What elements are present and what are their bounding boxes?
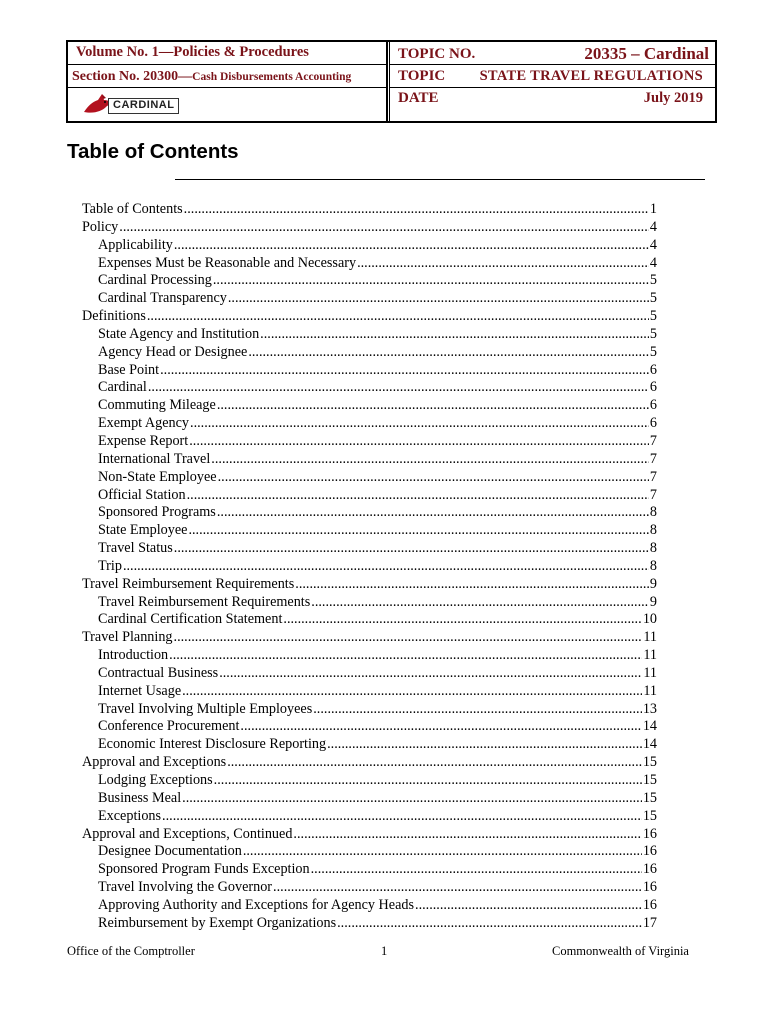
header-row-rule xyxy=(390,64,715,65)
toc-entry-title: Travel Reimbursement Requirements xyxy=(82,575,295,592)
toc-entry-title: Expense Report xyxy=(98,432,189,449)
toc-entry-page: 16 xyxy=(642,843,657,860)
toc-entry-page: 16 xyxy=(642,879,657,896)
toc-leader-dots xyxy=(313,701,642,719)
toc-entry-title: Base Point xyxy=(98,361,160,378)
toc-entry-title: Cardinal Certification Statement xyxy=(98,611,283,628)
toc-entry-page: 5 xyxy=(649,325,657,342)
toc-leader-dots xyxy=(187,487,649,505)
toc-leader-dots xyxy=(174,540,649,558)
toc-entry[interactable] xyxy=(82,576,657,594)
toc-entry[interactable] xyxy=(82,344,657,362)
toc-entry-page: 6 xyxy=(649,397,657,414)
toc-leader-dots xyxy=(217,397,649,415)
toc-entry-page: 14 xyxy=(642,736,657,753)
toc-entry-title: Approval and Exceptions, Continued xyxy=(82,825,293,842)
toc-entry-title: Agency Head or Designee xyxy=(98,343,248,360)
toc-leader-dots xyxy=(228,290,649,308)
toc-entry[interactable] xyxy=(82,379,657,397)
toc-entry-page: 9 xyxy=(649,575,657,592)
toc-entry[interactable] xyxy=(82,790,657,808)
toc-entry[interactable] xyxy=(82,611,657,629)
date-value: July 2019 xyxy=(643,90,703,106)
topic-number-label: TOPIC NO. xyxy=(398,46,476,62)
toc-entry-title: Travel Involving the Governor xyxy=(98,879,273,896)
toc-entry[interactable] xyxy=(82,861,657,879)
toc-entry-title: Policy xyxy=(82,218,119,235)
toc-entry-page: 8 xyxy=(649,540,657,557)
toc-entry[interactable] xyxy=(82,843,657,861)
toc-entry-page: 8 xyxy=(649,504,657,521)
toc-entry[interactable] xyxy=(82,504,657,522)
toc-entry-title: Reimbursement by Exempt Organizations xyxy=(98,914,337,931)
toc-entry-page: 4 xyxy=(649,236,657,253)
toc-entry-page: 11 xyxy=(643,664,657,681)
toc-leader-dots xyxy=(188,522,648,540)
toc-leader-dots xyxy=(189,433,649,451)
toc-entry-title: Expenses Must be Reasonable and Necessary xyxy=(98,254,357,271)
toc-leader-dots xyxy=(123,558,649,576)
toc-entry[interactable] xyxy=(82,915,657,933)
cardinal-logo xyxy=(82,94,178,116)
toc-entry-page: 8 xyxy=(649,557,657,574)
toc-entry-title: Introduction xyxy=(98,647,169,664)
section-subtitle: Cash Disbursements Accounting xyxy=(192,71,352,83)
toc-leader-dots xyxy=(148,379,649,397)
toc-entry-page: 15 xyxy=(642,789,657,806)
toc-entry-page: 15 xyxy=(642,772,657,788)
toc-entry-title: Cardinal Processing xyxy=(98,272,212,289)
toc-entry-page: 7 xyxy=(649,432,657,449)
toc-entry[interactable] xyxy=(82,594,657,612)
toc-entry[interactable] xyxy=(82,701,657,719)
toc-entry[interactable] xyxy=(82,736,657,754)
toc-entry-page: 5 xyxy=(649,290,657,307)
toc-entry-page: 11 xyxy=(643,647,657,664)
toc-leader-dots xyxy=(260,326,649,344)
toc-entry[interactable] xyxy=(82,469,657,487)
toc-entry-title: Designee Documentation xyxy=(98,843,242,860)
footer-commonwealth: Commonwealth of Virginia xyxy=(552,944,689,958)
date-label: DATE xyxy=(398,90,439,106)
header-row-rule xyxy=(68,64,386,65)
toc-entry-page: 7 xyxy=(649,468,657,485)
toc-leader-dots xyxy=(243,843,642,861)
toc-entry-title: Approving Authority and Exceptions for Agency Heads xyxy=(98,896,415,913)
toc-leader-dots xyxy=(160,362,649,380)
toc-entry-page: 6 xyxy=(649,379,657,396)
toc-entry-page: 7 xyxy=(649,486,657,503)
toc-entry-title: Table of Contents xyxy=(82,201,183,217)
toc-leader-dots xyxy=(182,683,642,701)
toc-entry[interactable] xyxy=(82,237,657,255)
table-of-contents xyxy=(82,201,657,933)
toc-leader-dots xyxy=(169,647,642,665)
toc-entry-page: 11 xyxy=(643,682,657,699)
header-divider-inner xyxy=(389,42,390,121)
toc-entry-title: Exceptions xyxy=(98,807,162,824)
toc-entry-page: 4 xyxy=(649,254,657,271)
toc-entry[interactable] xyxy=(82,397,657,415)
toc-leader-dots xyxy=(357,255,649,273)
toc-entry-title: Cardinal xyxy=(98,379,147,396)
toc-entry[interactable] xyxy=(82,772,657,790)
toc-leader-dots xyxy=(162,808,642,826)
toc-entry-title: Trip xyxy=(98,557,122,574)
toc-leader-dots xyxy=(147,308,649,326)
toc-entry[interactable] xyxy=(82,897,657,915)
toc-leader-dots xyxy=(190,415,649,433)
toc-entry-title: Non-State Employee xyxy=(98,468,217,485)
toc-leader-dots xyxy=(219,665,642,683)
toc-leader-dots xyxy=(248,344,649,362)
toc-entry[interactable] xyxy=(82,415,657,433)
toc-entry[interactable] xyxy=(82,558,657,576)
toc-entry-title: State Agency and Institution xyxy=(98,325,260,342)
toc-entry[interactable] xyxy=(82,754,657,772)
toc-entry[interactable] xyxy=(82,683,657,701)
toc-entry-page: 13 xyxy=(642,700,657,717)
toc-leader-dots xyxy=(213,272,649,290)
toc-leader-dots xyxy=(184,201,649,219)
volume-title: Volume No. 1—Policies & Procedures xyxy=(76,44,309,60)
toc-entry[interactable] xyxy=(82,362,657,380)
toc-entry-title: Travel Planning xyxy=(82,629,173,646)
toc-entry-page: 6 xyxy=(649,361,657,378)
toc-entry-title: Approval and Exceptions xyxy=(82,754,227,771)
toc-entry-page: 16 xyxy=(642,861,657,878)
toc-entry-page: 1 xyxy=(649,201,657,217)
toc-entry[interactable] xyxy=(82,451,657,469)
toc-entry-page: 7 xyxy=(649,450,657,467)
toc-entry[interactable] xyxy=(82,522,657,540)
toc-leader-dots xyxy=(217,504,649,522)
toc-entry[interactable] xyxy=(82,718,657,736)
toc-entry-title: Sponsored Programs xyxy=(98,504,216,521)
document-header-table xyxy=(66,40,717,123)
toc-leader-dots xyxy=(311,594,649,612)
toc-entry-page: 4 xyxy=(649,218,657,235)
topic-value: STATE TRAVEL REGULATIONS xyxy=(479,68,703,84)
header-row-rule xyxy=(390,87,715,88)
toc-entry[interactable] xyxy=(82,629,657,647)
toc-entry-page: 8 xyxy=(649,522,657,539)
toc-leader-dots xyxy=(415,897,642,915)
toc-entry-title: Definitions xyxy=(82,308,146,325)
toc-entry-title: Travel Involving Multiple Employees xyxy=(98,700,313,717)
toc-entry-page: 16 xyxy=(642,825,657,842)
toc-entry-title: Commuting Mileage xyxy=(98,397,216,414)
toc-leader-dots xyxy=(273,879,642,897)
toc-entry[interactable] xyxy=(82,326,657,344)
toc-entry-title: Economic Interest Disclosure Reporting xyxy=(98,736,327,753)
toc-leader-dots xyxy=(174,237,649,255)
toc-leader-dots xyxy=(182,790,642,808)
toc-leader-dots xyxy=(119,219,649,237)
toc-entry[interactable] xyxy=(82,647,657,665)
toc-leader-dots xyxy=(337,915,642,933)
toc-entry[interactable] xyxy=(82,308,657,326)
header-divider xyxy=(386,42,388,121)
toc-entry-title: Exempt Agency xyxy=(98,415,190,432)
toc-entry-title: Contractual Business xyxy=(98,664,219,681)
header-row-rule xyxy=(68,87,386,88)
toc-entry-title: Business Meal xyxy=(98,789,182,806)
section-number: Section No. 20300— xyxy=(72,69,193,84)
toc-entry-page: 11 xyxy=(643,629,657,646)
toc-entry-title: International Travel xyxy=(98,450,211,467)
toc-leader-dots xyxy=(211,451,649,469)
toc-entry-page: 6 xyxy=(649,415,657,432)
toc-entry-page: 15 xyxy=(642,754,657,771)
toc-entry[interactable] xyxy=(82,219,657,237)
toc-leader-dots xyxy=(283,611,641,629)
toc-entry[interactable] xyxy=(82,879,657,897)
toc-leader-dots xyxy=(240,718,641,736)
toc-entry-title: Applicability xyxy=(98,236,173,253)
toc-entry-page: 17 xyxy=(642,914,657,931)
section-title xyxy=(72,69,351,85)
toc-entry[interactable] xyxy=(82,433,657,451)
toc-leader-dots xyxy=(227,754,642,772)
toc-entry[interactable] xyxy=(82,201,657,219)
toc-entry[interactable] xyxy=(82,665,657,683)
toc-entry-title: Lodging Exceptions xyxy=(98,772,213,788)
toc-entry-title: Cardinal Transparency xyxy=(98,290,227,307)
toc-entry-title: Travel Reimbursement Requirements xyxy=(98,593,311,610)
toc-entry[interactable] xyxy=(82,540,657,558)
toc-entry-page: 9 xyxy=(649,593,657,610)
toc-entry-page: 5 xyxy=(649,343,657,360)
toc-entry-page: 16 xyxy=(642,896,657,913)
toc-entry[interactable] xyxy=(82,255,657,273)
toc-entry-title: State Employee xyxy=(98,522,188,539)
toc-entry[interactable] xyxy=(82,290,657,308)
toc-entry-page: 15 xyxy=(642,807,657,824)
toc-entry-page: 5 xyxy=(649,272,657,289)
page-title: Table of Contents xyxy=(67,140,239,163)
toc-entry[interactable] xyxy=(82,826,657,844)
toc-entry-page: 14 xyxy=(642,718,657,735)
topic-label: TOPIC xyxy=(398,68,446,84)
toc-entry-page: 5 xyxy=(649,308,657,325)
toc-leader-dots xyxy=(295,576,649,594)
toc-entry[interactable] xyxy=(82,272,657,290)
toc-entry-title: Official Station xyxy=(98,486,186,503)
toc-entry-title: Travel Status xyxy=(98,540,173,557)
title-divider xyxy=(175,179,705,180)
footer-page-number: 1 xyxy=(381,944,388,958)
toc-leader-dots xyxy=(293,826,641,844)
footer-office: Office of the Comptroller xyxy=(67,944,195,958)
topic-number-value: 20335 – Cardinal xyxy=(584,44,709,63)
toc-entry-title: Conference Procurement xyxy=(98,718,240,735)
toc-leader-dots xyxy=(174,629,643,647)
toc-entry[interactable] xyxy=(82,487,657,505)
toc-leader-dots xyxy=(218,469,649,487)
toc-leader-dots xyxy=(327,736,642,754)
toc-entry-page: 10 xyxy=(642,611,657,628)
toc-entry-title: Sponsored Program Funds Exception xyxy=(98,861,310,878)
toc-leader-dots xyxy=(214,772,642,790)
toc-leader-dots xyxy=(311,861,642,879)
toc-entry[interactable] xyxy=(82,808,657,826)
toc-entry-title: Internet Usage xyxy=(98,682,182,699)
logo-wordmark: CARDINAL xyxy=(108,98,179,114)
